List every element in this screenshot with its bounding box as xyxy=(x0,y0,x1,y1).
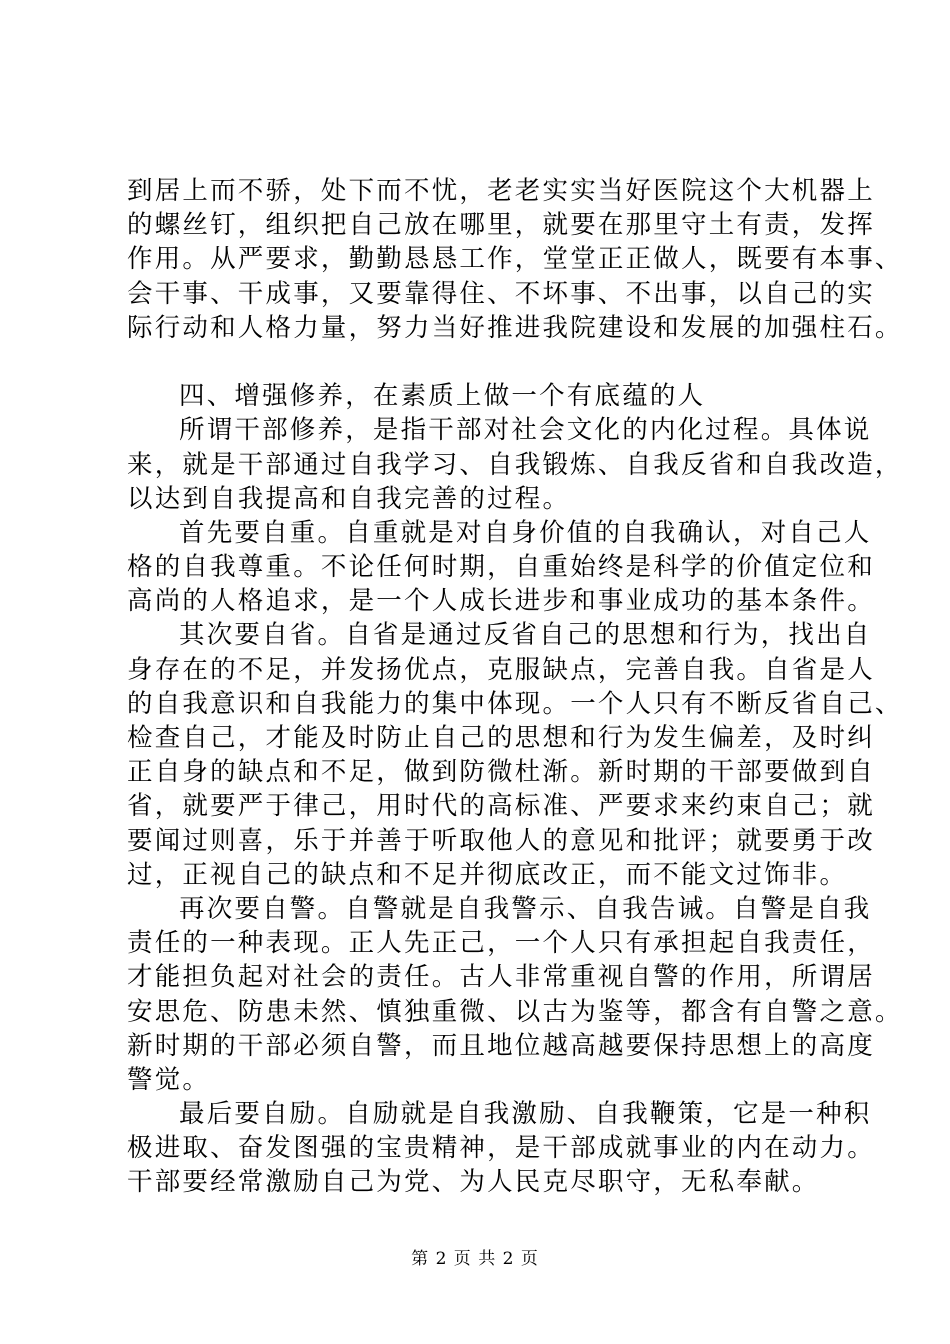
body-line: 要闻过则喜，乐于并善于听取他人的意见和批评；就要勇于改 xyxy=(127,825,875,856)
paragraph-first-line: 所谓干部修养，是指干部对社会文化的内化过程。具体说 xyxy=(179,415,872,446)
body-line: 极进取、奋发图强的宝贵精神，是干部成就事业的内在动力。 xyxy=(127,1133,875,1164)
body-line: 到居上而不骄，处下而不忧，老老实实当好医院这个大机器上 xyxy=(127,176,875,206)
paragraph-first-line: 首先要自重。自重就是对自身价值的自我确认，对自己人 xyxy=(179,517,872,548)
page-footer xyxy=(0,1248,950,1270)
body-line: 责任的一种表现。正人先正己，一个人只有承担起自我责任， xyxy=(127,928,875,959)
page-number-label: 第 2 页 共 2 页 xyxy=(411,1249,539,1269)
body-line: 作用。从严要求，勤勤恳恳工作，堂堂正正做人，既要有本事、 xyxy=(127,244,903,275)
body-line: 干部要经常激励自己为党、为人民克尽职守，无私奉献。 xyxy=(127,1167,820,1198)
body-line: 检查自己，才能及时防止自己的思想和行为发生偏差，及时纠 xyxy=(127,723,875,753)
paragraph-first-line: 再次要自警。自警就是自我警示、自我告诫。自警是自我 xyxy=(179,893,872,924)
body-line: 新时期的干部必须自警，而且地位越高越要保持思想上的高度 xyxy=(127,1030,875,1061)
body-line: 高尚的人格追求，是一个人成长进步和事业成功的基本条件。 xyxy=(127,586,875,617)
body-line: 过，正视自己的缺点和不足并彻底改正，而不能文过饰非。 xyxy=(127,859,848,890)
body-line: 际行动和人格力量，努力当好推进我院建设和发展的加强柱石。 xyxy=(127,312,903,343)
body-line: 会干事、干成事，又要靠得住、不坏事、不出事，以自己的实 xyxy=(127,278,875,309)
body-line: 以达到自我提高和自我完善的过程。 xyxy=(127,483,571,514)
body-line: 省，就要严于律己，用时代的高标准、严要求来约束自己；就 xyxy=(127,791,875,822)
body-line: 身存在的不足，并发扬优点，克服缺点，完善自我。自省是人 xyxy=(127,654,875,685)
body-line: 才能担负起对社会的责任。古人非常重视自警的作用，所谓居 xyxy=(127,962,875,993)
body-line: 警觉。 xyxy=(127,1064,211,1095)
body-line: 格的自我尊重。不论任何时期，自重始终是科学的价值定位和 xyxy=(127,552,875,583)
body-line: 的自我意识和自我能力的集中体现。一个人只有不断反省自己、 xyxy=(127,688,903,719)
section-heading: 四、增强修养，在素质上做一个有底蕴的人 xyxy=(179,381,706,412)
document-body xyxy=(127,174,903,1200)
body-line: 来，就是干部通过自我学习、自我锻炼、自我反省和自我改造， xyxy=(127,449,903,480)
paragraph-first-line: 其次要自省。自省是通过反省自己的思想和行为，找出自 xyxy=(179,620,872,651)
blank-line xyxy=(127,345,839,379)
paragraph-first-line: 最后要自励。自励就是自我激励、自我鞭策，它是一种积 xyxy=(179,1099,872,1130)
body-line: 的螺丝钉，组织把自己放在哪里，就要在那里守土有责，发挥 xyxy=(127,210,875,241)
body-line: 正自身的缺点和不足，做到防微杜渐。新时期的干部要做到自 xyxy=(127,757,875,788)
body-line: 安思危、防患未然、慎独重微、以古为鉴等，都含有自警之意。 xyxy=(127,996,903,1027)
